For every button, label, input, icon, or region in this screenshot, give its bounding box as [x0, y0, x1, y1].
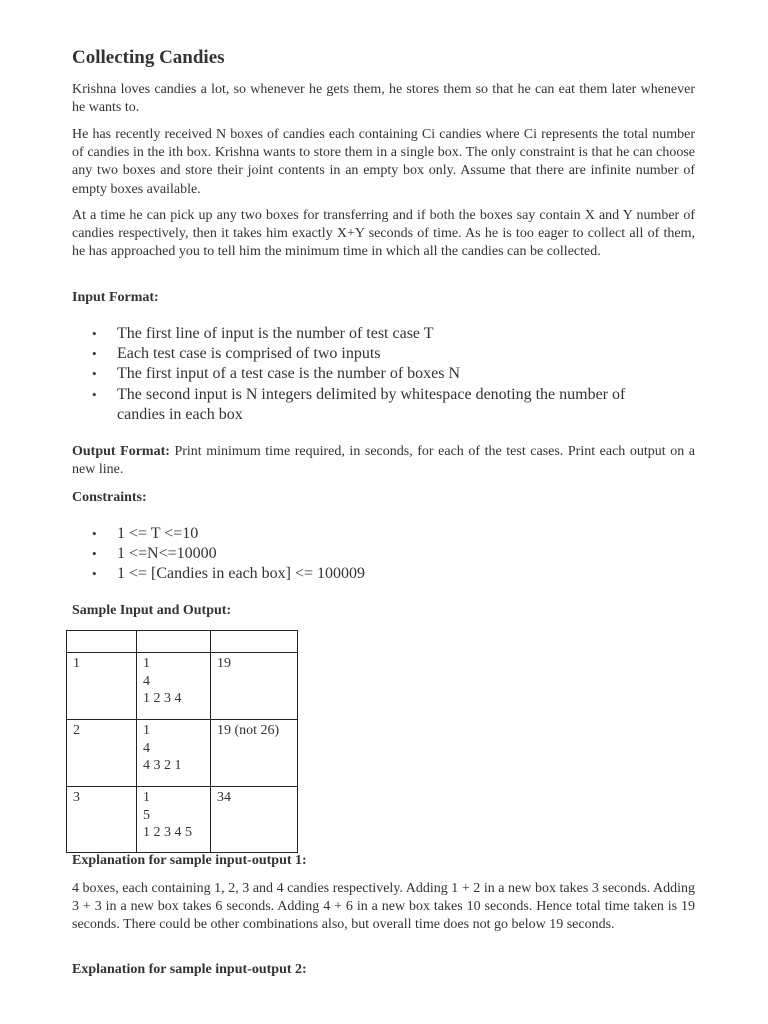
intro-paragraph-1: Krishna loves candies a lot, so whenever he gets them, he stores them so that he can eat them later whenever he wants to. [72, 82, 695, 116]
intro-paragraph-2: He has recently received N boxes of candies each containing Ci candies where Ci represents the total number of candies in the ith box. Krishna wants to store them in a single box. The only constraint is that he can choose any two boxes and store their joint contents in an empty box only. Assume that there are infinite number of empty boxes available. [72, 127, 695, 197]
explanation-2-heading: Explanation for sample input-output 2: [72, 962, 307, 977]
list-item: • The first input of a test case is the number of boxes N [72, 364, 672, 384]
page-title: Collecting Candies [72, 47, 225, 68]
table-row [67, 787, 298, 853]
row-output: 34 [211, 787, 298, 853]
output-format-text: Print minimum time required, in seconds, for each of the test cases. Print each output on a new line. [72, 444, 695, 478]
list-item: • 1 <=N<=10000 [72, 544, 672, 564]
input-format-heading: Input Format: [72, 290, 159, 305]
output-format-heading: Output Format: [72, 444, 170, 459]
input-format-list [72, 324, 672, 425]
row-input: 1 4 4 3 2 1 [137, 720, 211, 787]
list-item: • 1 <= [Candies in each box] <= 100009 [72, 564, 672, 584]
intro-paragraph-3: At a time he can pick up any two boxes for transferring and if both the boxes say contain X and Y number of candies respectively, then it takes him exactly X+Y seconds of time. As he is too eager to collect all of them, he has approached you to tell him the minimum time in which all the candies can be collected. [72, 208, 695, 260]
explanation-1-heading: Explanation for sample input-output 1: [72, 853, 307, 868]
list-item: • 1 <= T <=10 [72, 524, 672, 544]
explanation-1-text: 4 boxes, each containing 1, 2, 3 and 4 candies respectively. Adding 1 + 2 in a new box takes 3 seconds. Adding 3 + 3 in a new box takes 6 seconds. Adding 4 + 6 in a new box takes 10 seconds. Hence total time taken is 19 seconds. There could be other combinations also, but overall time does not go below 19 seconds. [72, 881, 695, 933]
row-number: 2 [67, 720, 137, 787]
list-item: • The second input is N integers delimited by whitespace denoting the number of candies in each box [72, 385, 672, 425]
sample-heading: Sample Input and Output: [72, 603, 232, 618]
output-format-paragraph [72, 443, 695, 479]
table-header-row [67, 631, 298, 653]
row-input: 1 4 1 2 3 4 [137, 653, 211, 720]
table-row [67, 653, 298, 720]
list-item: • Each test case is comprised of two inputs [72, 344, 672, 364]
constraints-heading: Constraints: [72, 490, 147, 505]
table-row [67, 720, 298, 787]
row-output: 19 (not 26) [211, 720, 298, 787]
constraints-list [72, 524, 672, 585]
sample-table [66, 630, 298, 853]
list-item: • The first line of input is the number of test case T [72, 324, 672, 344]
row-number: 3 [67, 787, 137, 853]
row-input: 1 5 1 2 3 4 5 [137, 787, 211, 853]
row-number: 1 [67, 653, 137, 720]
row-output: 19 [211, 653, 298, 720]
